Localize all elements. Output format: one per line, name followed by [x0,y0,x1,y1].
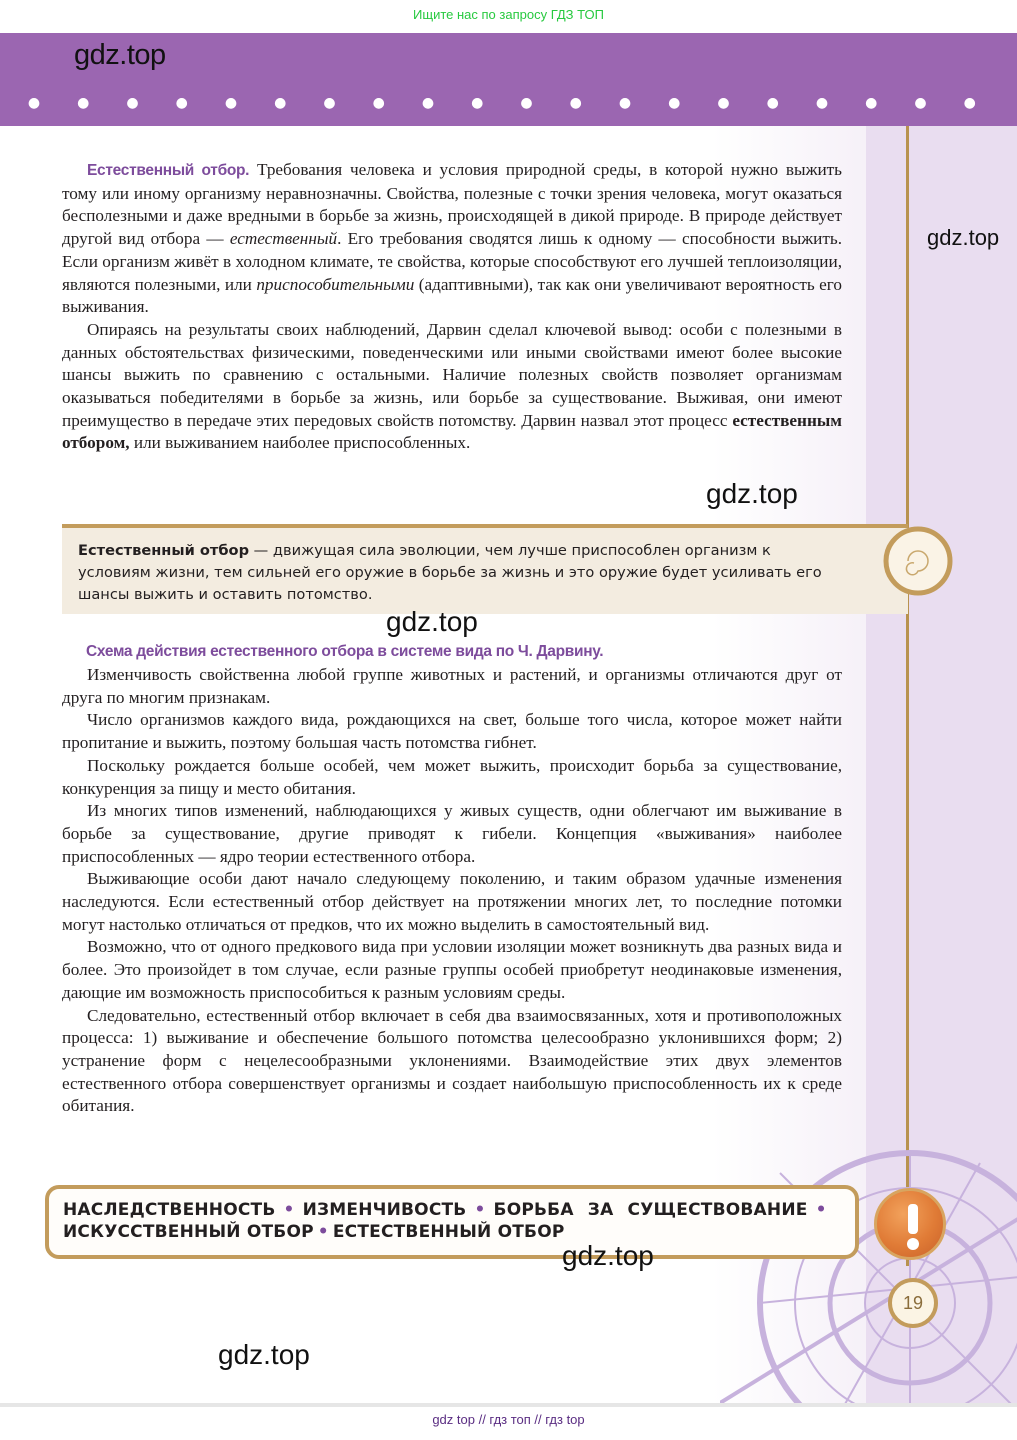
keyword: НАСЛЕДСТВЕННОСТЬ [63,1200,276,1220]
hyena-icon: ● [323,95,336,111]
definition-body: — движущая сила эволюции, чем лучше приспособлен организм к условиям жизни, тем сильней его оружие в борьбе за жизнь и это оружие будет усиливать его шансы выжить и оставить потомство. [78,542,822,603]
boar-icon: ● [471,95,484,111]
paragraph: Возможно, что от одного предкового вида при условии изоляции может возникнуть два разных вида и более. Это произойдет в том случае, если разные группы особей приобретут неодинаковые изменения, дающие им возможность приспособиться к разным условиям среды. [62,937,842,1002]
meerkat-icon: ● [372,95,385,111]
watermark: gdz.top [74,39,166,71]
paragraph: Поскольку рождается больше особей, чем может выжить, происходит борьба за существование, конкуренция за пищу и место обитания. [62,755,842,798]
italic-term: приспособительными [256,274,415,294]
bird-icon: ● [815,95,829,111]
text-run: или выживанием наиболее приспособленных. [129,433,471,453]
separator-dot: • [283,1200,295,1220]
separator-dot: • [317,1222,329,1242]
top-banner[interactable]: Ищите нас по запросу ГДЗ ТОП [413,7,604,22]
separator-dot: • [474,1200,486,1220]
paragraph [62,319,842,455]
text-run: (адаптивными), так как они увеличивают вероятность его выживания. [62,274,842,317]
paragraph: Число организмов каждого вида, рождающихся на свет, больше того числа, которое может найти пропитание и выжить, поэтому большая часть потомства гибнет. [62,710,842,753]
lemur-icon: ● [520,95,533,111]
watermark: gdz.top [218,1339,310,1370]
header-band [0,33,1017,126]
exclamation-icon [874,1188,946,1260]
butterfly-icon: ● [77,95,90,111]
keyword: ЕСТЕСТВЕННЫЙ ОТБОР [332,1222,565,1242]
definition-text [78,540,828,606]
paragraph [62,159,842,319]
definition-term: Естественный отбор [78,542,250,559]
scorpion-icon: ● [717,95,730,111]
paragraph: Изменчивость свойственна любой группе животных и растений, и организмы отличаются друг от друга по многим признакам. [62,665,842,707]
bird-icon: ● [224,95,238,111]
section-natural-selection [62,159,842,455]
bison-icon: ● [27,95,41,111]
textbook-page [0,33,1017,1403]
horse-icon: ● [175,95,188,111]
text-run: Опираясь на результаты своих наблюдений, Дарвин сделал ключевой вывод: особи с полезными в данных обстоятельствах физическими, поведенческими или иными свойствами имеют более высокие шансы выжить по сравнению с остальными. Наличие полезных свойств позволяет организмам оказываться победителями в борьбе за жизнь, или борьбе за существование. Выживая, они имеют преимущество в передаче этих передовых свойств потомству. Дарвин назвал этот процесс [62,319,842,430]
keyword: БОРЬБА ЗА СУЩЕСТВОВАНИЕ [493,1200,808,1220]
page-number: 19 [888,1278,938,1328]
schema-paragraphs [62,664,842,1118]
page-bottom-edge [0,1403,1017,1407]
meerkat-icon: ● [963,95,976,111]
keyword: ИСКУССТВЕННЫЙ ОТБОР [63,1222,314,1242]
bold-term: естественным отбором, [62,410,842,453]
watermark: gdz.top [706,478,798,509]
scorpion-icon: ● [126,95,139,111]
italic-term: естественный [229,229,338,249]
insect-icon: ● [421,95,435,111]
definition-box [62,524,908,614]
bison-icon: ● [668,95,681,111]
keywords-box [45,1185,859,1259]
paragraph: Из многих типов изменений, наблюдающихся у живых существ, одни облегчают им выживание в борьбе за существование, другие приводят к гибели. Концепция «выживания» наиболее приспособленных — ядро теории естественного отбора. [62,801,842,866]
hyena-icon: ● [914,95,927,111]
horse-icon: ● [766,95,779,111]
whale-icon: ● [274,95,287,111]
footer-links[interactable]: gdz top // гдз топ // гдз top [432,1412,585,1427]
schema-title: Схема действия естественного отбора в системе вида по Ч. Дарвину. [86,643,604,660]
watermark: gdz.top [927,225,1000,250]
text-run: . Его требования сводятся лишь к одному — способности выжить. Если организм живёт в холодном климате, те свойства, которые способствуют его лучшей теплоизоляции, являются полезными, или [62,229,842,294]
text-run: Требования человека и условия природной среды, в которой нужно выжить тому или иному организму неравнозначны. Свойства, полезные с точки зрения человека, могут оказаться бесполезными и даже вредными в борьбе за жизнь, происходящей в дикой природе. В природе действует другой вид отбора — [62,160,842,249]
antelope-icon: ● [569,95,582,111]
butterfly-icon: ● [618,95,632,111]
keyword: ИЗМЕНЧИВОСТЬ [302,1200,467,1220]
watermark: gdz.top [386,606,478,637]
watermark: gdz.top [562,1240,654,1271]
side-gold-line [906,126,909,1266]
paragraph: Выживающие особи дают начало следующему поколению, и таким образом удачные изменения наследуются. Если естественный отбор действует на протяжении многих лет, то последние потомки могут настолько отличаться от предков, что их можно выделить в самостоятельный вид. [62,869,842,934]
scroll-spiral-icon [880,516,960,606]
separator-dot: • [815,1200,827,1220]
whale-icon: ● [865,95,878,111]
paragraph: Следовательно, естественный отбор включает в себя два взаимосвязанных, хотя и противоположных процесса: 1) выживание и обеспечение большого потомства целесообразно уклонившихся форм; 2) устранение форм с нецелесообразными уклонениями. Взаимодействие этих двух элементов естественного отбора совершенствует организмы и создает наибольшую приспособленность их к среде обитания. [62,1005,842,1116]
section-term: Естественный отбор. [87,162,250,179]
animal-silhouettes-strip [22,90,982,116]
keywords-list [63,1199,843,1243]
